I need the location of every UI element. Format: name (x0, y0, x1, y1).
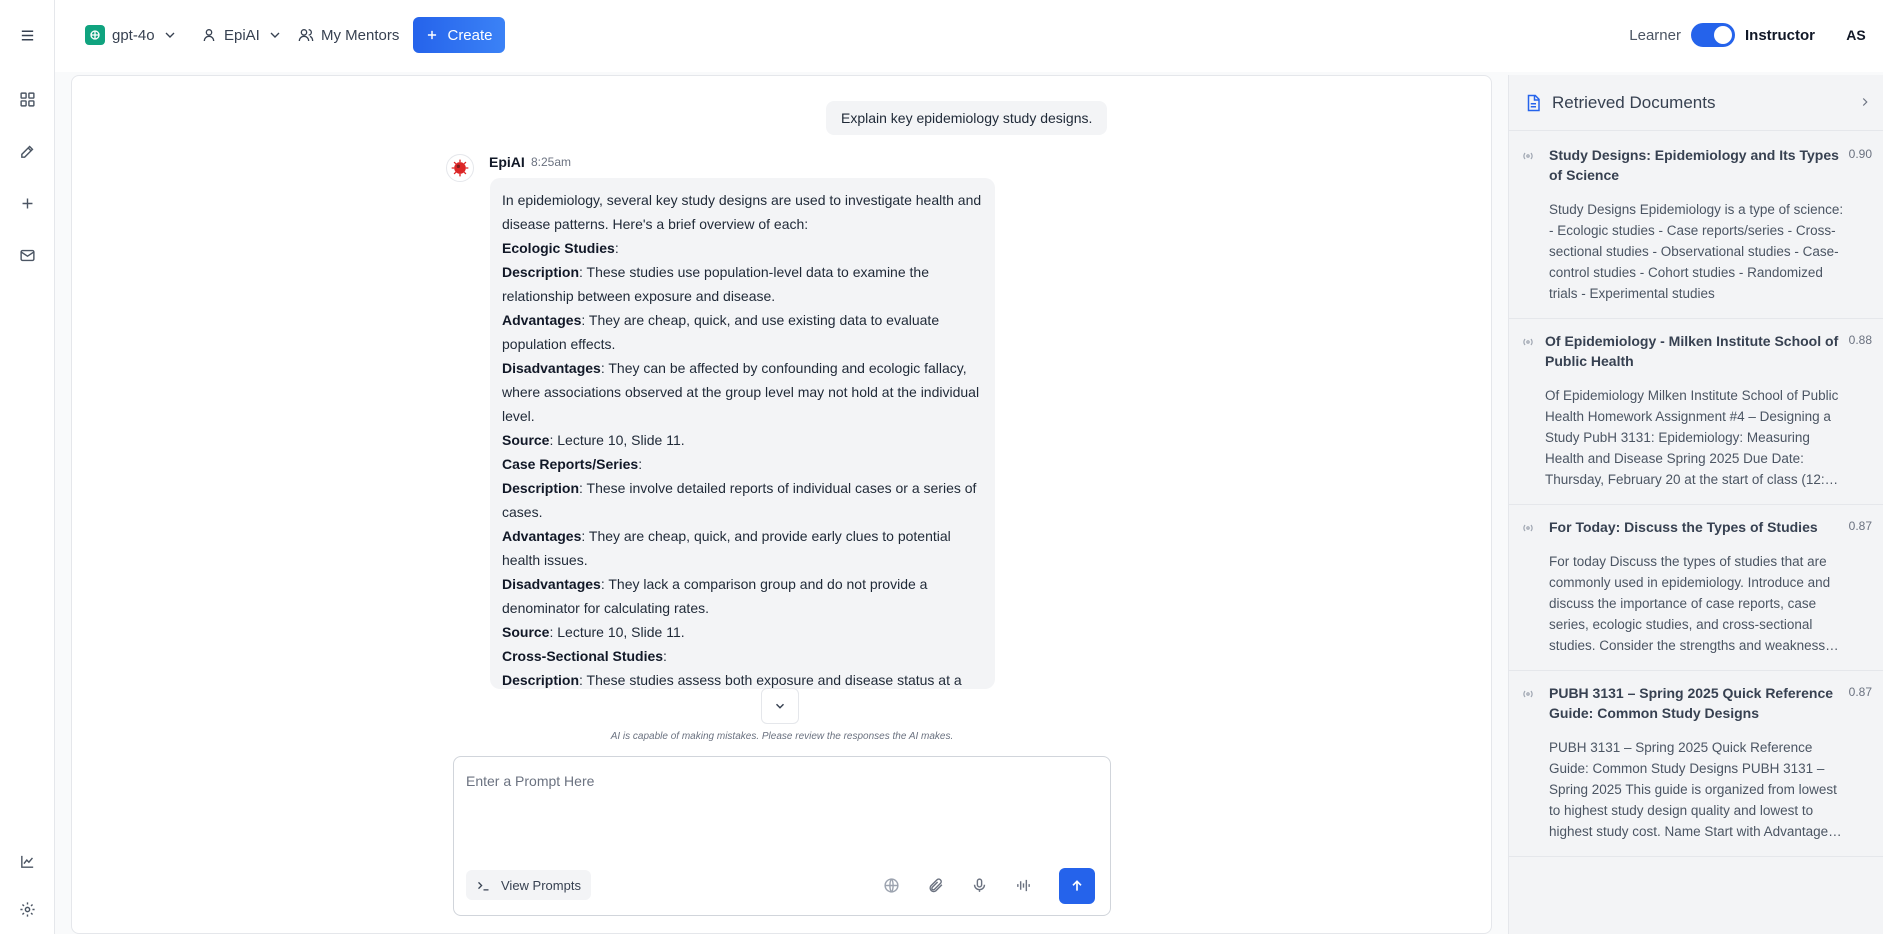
doc-title: PUBH 3131 – Spring 2025 Quick Reference Guide: Common Study Designs (1549, 685, 1834, 721)
view-prompts-label: View Prompts (501, 877, 581, 893)
model-name: gpt-4o (112, 26, 155, 44)
bot-timestamp: 8:25am (531, 155, 572, 169)
left-rail (0, 0, 55, 934)
send-button[interactable] (1059, 868, 1095, 904)
response-line: Description: These studies assess both exposure and disease status at a (502, 672, 962, 688)
virus-icon (450, 158, 470, 178)
doc-snippet: PUBH 3131 – Spring 2025 Quick Reference Guide: Common Study Designs PUBH 3131 – Spring 2025 This guide is organized from lowest to highest study design quality and lowest to highest study cost. Name Start with Advantages (1549, 740, 1837, 839)
bot-avatar (446, 154, 474, 182)
response-line: Source: Lecture 10, Slide 11. (502, 432, 685, 448)
openai-logo-icon (85, 25, 105, 45)
chevron-right-icon[interactable] (1858, 95, 1872, 109)
settings-icon[interactable] (10, 892, 44, 926)
mentor-name: EpiAI (224, 26, 260, 44)
doc-score: 0.90 (1848, 147, 1872, 161)
response-line: Description: These involve detailed reports of individual cases or a series of cases. (502, 480, 977, 520)
response-line: In epidemiology, several key study designs are used to investigate health and disease patterns. Here's a brief overview of each: (502, 192, 982, 232)
doc-item[interactable] (1509, 133, 1883, 319)
user-message: Explain key epidemiology study designs. (826, 101, 1107, 135)
edit-icon[interactable] (10, 134, 44, 168)
doc-score: 0.87 (1848, 519, 1872, 533)
doc-item[interactable] (1509, 505, 1883, 671)
scroll-down-button[interactable] (761, 688, 799, 724)
ai-disclaimer: AI is capable of making mistakes. Please review the responses the AI makes. (610, 731, 954, 742)
mode-instructor-label[interactable]: Instructor (1744, 26, 1815, 44)
response-line: Advantages: They are cheap, quick, and use existing data to evaluate population effects. (502, 312, 940, 352)
doc-snippet: Of Epidemiology Milken Institute School of Public Health Homework Assignment #4 – Designing a Study PubH 3131: Epidemiology: Measuring Health and Disease Spring 2025 Due Date: Thursday, February 20 at the start of class (12:45 (1545, 388, 1840, 487)
doc-snippet: For today Discuss the types of studies that are commonly used in epidemiology. Introduce and discuss the importance of case reports, case series, ecologic studies, and cross-sectional studies. Consider the strengths and weaknesses (1549, 554, 1840, 653)
doc-title: For Today: Discuss the Types of Studies (1549, 519, 1818, 535)
signal-icon (1521, 335, 1535, 349)
chevron-down-icon (267, 27, 283, 43)
mode-toggle[interactable] (1691, 23, 1735, 47)
chevron-down-icon (162, 27, 178, 43)
globe-icon[interactable] (879, 873, 903, 897)
document-icon (1524, 94, 1542, 112)
voice-waveform-icon[interactable] (1011, 873, 1035, 897)
users-icon (298, 27, 314, 43)
mode-learner-label[interactable]: Learner (1629, 26, 1681, 44)
my-mentors-label: My Mentors (321, 26, 400, 44)
doc-list (1509, 133, 1883, 857)
response-line: Case Reports/Series: (502, 456, 643, 472)
doc-score: 0.87 (1848, 685, 1872, 699)
signal-icon (1521, 521, 1535, 535)
model-selector[interactable] (85, 18, 178, 52)
doc-score: 0.88 (1848, 333, 1872, 347)
chevron-down-icon (773, 699, 787, 713)
mode-switch (1629, 18, 1883, 52)
microphone-icon[interactable] (967, 873, 991, 897)
bot-name: EpiAI (489, 154, 525, 170)
view-prompts-button[interactable] (466, 870, 591, 900)
doc-item[interactable] (1509, 319, 1883, 505)
response-line: Disadvantages: They lack a comparison group and do not provide a denominator for calculating rates. (502, 576, 928, 616)
create-label: Create (447, 26, 493, 44)
doc-item[interactable] (1509, 671, 1883, 857)
chat-panel (71, 75, 1492, 934)
plus-icon[interactable] (10, 186, 44, 220)
doc-title: Of Epidemiology - Milken Institute School of Public Health (1545, 333, 1839, 369)
terminal-icon (476, 878, 491, 893)
create-button[interactable] (413, 17, 505, 53)
avatar[interactable]: AS (1846, 27, 1866, 43)
bot-response (490, 178, 995, 689)
response-line: Description: These studies use population-level data to examine the relationship between exposure and disease. (502, 264, 929, 304)
menu-icon[interactable] (10, 18, 44, 52)
toggle-knob (1714, 26, 1732, 44)
doc-title: Study Designs: Epidemiology and Its Types of Science (1549, 147, 1839, 183)
attachment-icon[interactable] (923, 873, 947, 897)
doc-snippet: Study Designs Epidemiology is a type of science: - Ecologic studies - Case reports/series - Cross-sectional studies - Observational studies - Case-control studies - Cohort studies - Randomized trials - Experimental studies (1549, 202, 1844, 301)
docs-header (1509, 75, 1883, 131)
mail-icon[interactable] (10, 238, 44, 272)
dashboard-icon[interactable] (10, 82, 44, 116)
prompt-input[interactable] (466, 769, 1096, 793)
docs-title: Retrieved Documents (1552, 92, 1716, 112)
prompt-box (453, 756, 1111, 916)
user-icon (201, 27, 217, 43)
analytics-icon[interactable] (10, 844, 44, 878)
mentor-selector[interactable] (201, 18, 283, 52)
signal-icon (1521, 149, 1535, 163)
response-line: Disadvantages: They can be affected by confounding and ecologic fallacy, where associations observed at the group level may not hold at the individual level. (502, 360, 980, 424)
retrieved-documents-panel (1508, 75, 1883, 934)
plus-icon (425, 28, 439, 42)
signal-icon (1521, 687, 1535, 701)
response-line: Advantages: They are cheap, quick, and provide early clues to potential health issues. (502, 528, 951, 568)
arrow-up-icon (1069, 878, 1085, 894)
my-mentors-button[interactable] (298, 18, 399, 52)
top-bar (55, 0, 1883, 72)
response-line: Ecologic Studies: (502, 240, 619, 256)
response-line: Cross-Sectional Studies: (502, 648, 667, 664)
response-line: Source: Lecture 10, Slide 11. (502, 624, 685, 640)
